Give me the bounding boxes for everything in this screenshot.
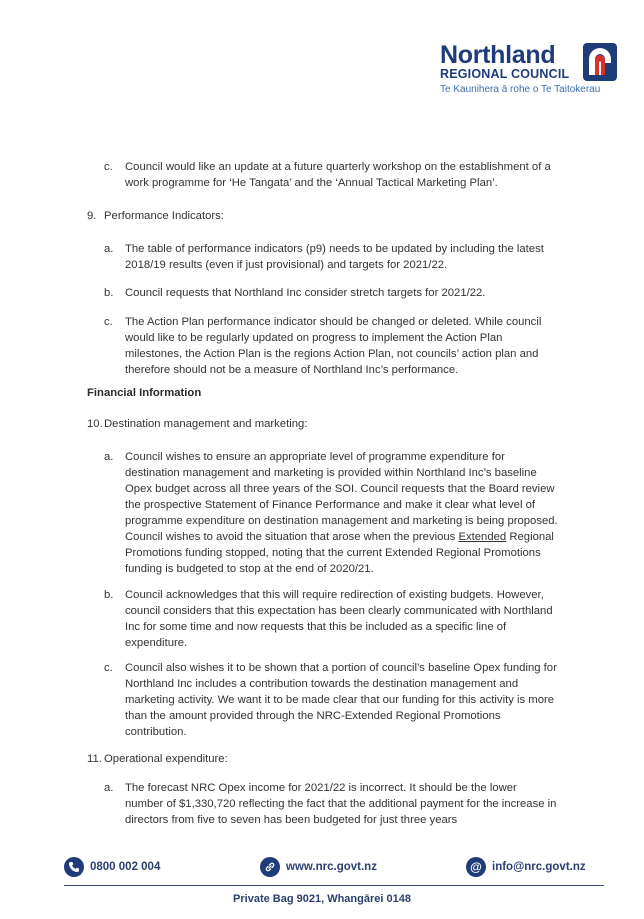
footer-email[interactable]: [466, 856, 586, 878]
item-10a-underlined-word: Extended: [458, 531, 507, 543]
link-icon: [260, 857, 280, 877]
item-11-title: Operational expenditure:: [104, 753, 228, 765]
item-9-title: Performance Indicators:: [104, 210, 224, 222]
footer-email-text: info@nrc.govt.nz: [492, 861, 586, 873]
item-10a-label: a.: [104, 451, 114, 463]
logo-org-name: Northland: [440, 41, 556, 69]
item-11a-text: The forecast NRC Opex income for 2021/22 is incorrect. It should be the lower number of $1,330,720 reflecting the fact that the additional payment for the increase in directors from five to seven has been budgeted for just three years: [125, 782, 557, 826]
item-10a-text: [125, 449, 558, 577]
financial-information-heading: Financial Information: [87, 387, 202, 399]
footer-phone[interactable]: [64, 856, 160, 878]
item-9b-text: Council requests that Northland Inc consider stretch targets for 2021/22.: [125, 287, 486, 299]
item-9a-text: The table of performance indicators (p9) needs to be updated by including the latest 2018/19 results (even if just provisional) and targets for 2021/22.: [125, 243, 544, 271]
item-9-label: 9.: [87, 210, 97, 222]
item-8c-label: c.: [104, 161, 113, 173]
item-10c-label: c.: [104, 662, 113, 674]
nrc-logo: [420, 40, 620, 100]
phone-icon: [64, 857, 84, 877]
footer-divider: [64, 885, 604, 886]
item-9c-text: The Action Plan performance indicator should be changed or deleted. While council would like to be regularly updated on progress to implement the Action Plan milestones, the Action Plan is the regions Action Plan, not councils’ action plan and therefore should not be a measure of Northland Inc’s performance.: [125, 316, 542, 376]
logo-tagline: Te Kaunihera ā rohe o Te Taitokerau: [440, 84, 601, 95]
item-9c-label: c.: [104, 316, 113, 328]
at-sign-icon: @: [466, 857, 486, 877]
item-9a-label: a.: [104, 243, 114, 255]
footer-address: Private Bag 9021, Whangārei 0148: [233, 893, 411, 905]
nrc-logo-mark-icon: [583, 43, 617, 81]
item-10b-label: b.: [104, 589, 114, 601]
footer-website-text: www.nrc.govt.nz: [286, 861, 377, 873]
item-10b-text: Council acknowledges that this will require redirection of existing budgets. However, council considers that this expectation has been clearly communicated with Northland Inc for some time and now requests that this be included as a specific line of expenditure.: [125, 589, 553, 649]
item-10c-text: Council also wishes it to be shown that a portion of council’s baseline Opex funding for Northland Inc includes a contribution towards the destination management and marketing activity. We want it to be made clear that our funding for this activity is more than the amount provided through the NRC-Extended Regional Promotions contribution.: [125, 662, 557, 738]
item-10a-text-end: Regional Promotions funding stopped, noting that the current Extended Regional Promotions funding is budgeted to stop at the end of 2020/21.: [125, 531, 554, 575]
logo-org-council: REGIONAL COUNCIL: [440, 67, 570, 81]
item-9b-label: b.: [104, 287, 114, 299]
item-11-label: 11.: [87, 753, 102, 765]
item-10-title: Destination management and marketing:: [104, 418, 308, 430]
footer-phone-text: 0800 002 004: [90, 861, 161, 873]
item-10-label: 10.: [87, 418, 103, 430]
footer-website[interactable]: [260, 856, 377, 878]
item-11a-label: a.: [104, 782, 114, 794]
item-8c-text: Council would like an update at a future quarterly workshop on the establishment of a work programme for ‘He Tangata’ and the ‘Annual Tactical Marketing Plan’.: [125, 161, 551, 189]
item-10a-text-start: Council wishes to ensure an appropriate level of programme expenditure for destination management and marketing is provided within Northland Inc’s baseline Opex budget across all three years of the SOI. Council requests that the Board review the prospective Statement of Finance Performance and make it clear what level of programme expenditure on destination management and marketing is being proposed. Council wishes to avoid the situation that arose when the previous: [125, 451, 558, 543]
